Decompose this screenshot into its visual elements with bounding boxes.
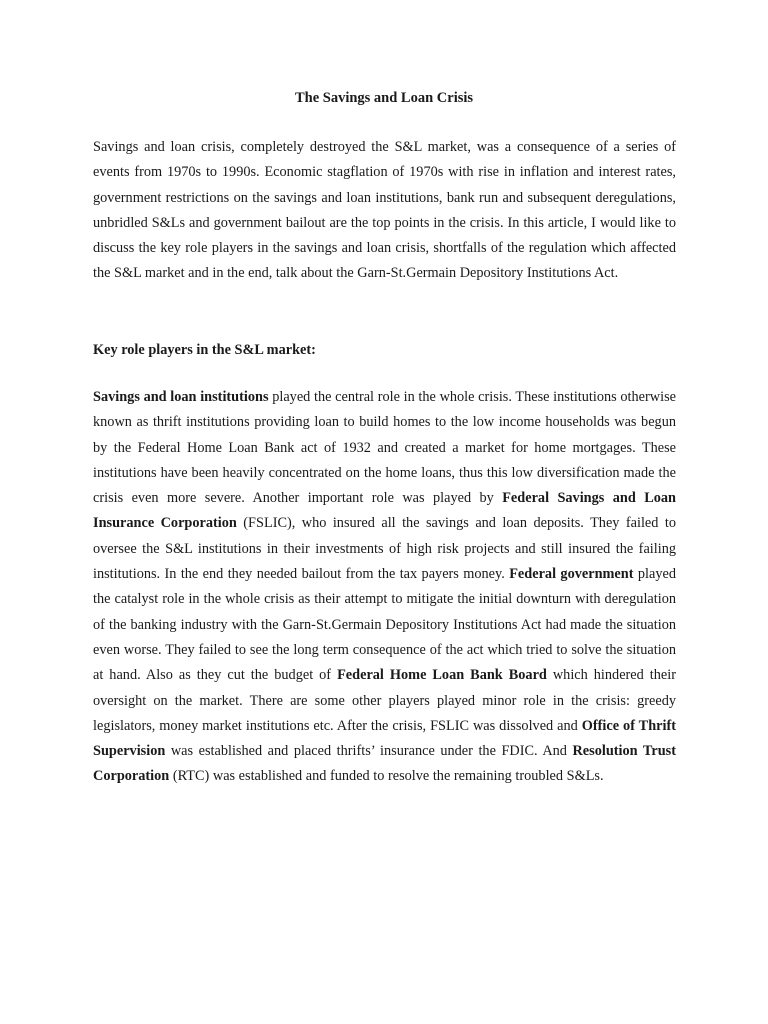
- term-savings-and-loan-institutions: Savings and loan institutions: [93, 389, 269, 405]
- intro-paragraph: Savings and loan crisis, completely destroyed the S&L market, was a consequence of a series of events from 1970s to 1990s. Economic stagflation of 1970s with rise in inflation and interest rates, government restrictions on the savings and loan institutions, bank run and subsequent deregulations, unbridled S&Ls and government bailout are the top points in the crisis. In this article, I would like to discuss the key role players in the savings and loan crisis, shortfalls of the regulation which affected the S&L market and in the end, talk about the Garn-St.Germain Depository Institutions Act.: [93, 139, 676, 282]
- term-federal-government: Federal government: [509, 566, 634, 583]
- body-text-1: played the central role in the whole crisis. These institutions otherwise known as thrift institutions providing loan to build homes to the low income households was begun by the Federal Home Loan Bank act of 1932 and created a market for home mortgages. These institutions have been heavily concentrated on the home loans, thus this low diversification made the crisis even more severe. Another important role was played by: [93, 389, 676, 507]
- body-text-4: which hindered their oversight on the market. There are some other players played minor role in the crisis: greedy legislators, money market institutions etc. After the crisis, FSLIC was dissolved and: [93, 667, 676, 734]
- document-title: The Savings and Loan Crisis: [294, 90, 474, 106]
- body-paragraph: [93, 385, 676, 790]
- body-text-2: (FSLIC), who insured all the savings and loan deposits. They failed to oversee the S&L institutions in their investments of high risk projects and still insured the failing institutions. In the end they needed bailout from the tax payers money.: [93, 515, 676, 583]
- term-federal-home-loan-bank-board: Federal Home Loan Bank Board: [337, 667, 547, 684]
- term-fslic: Federal Savings and Loan Insurance Corporation: [93, 490, 676, 532]
- body-text-3: played the catalyst role in the whole crisis as their attempt to mitigate the initial downturn with deregulation of the banking industry with the Garn-St.Germain Depository Institutions Act had made the situation even worse. They failed to see the long term consequence of the act which tried to solve the situation at hand. Also as they cut the budget of: [93, 566, 676, 684]
- term-resolution-trust-corporation: Resolution Trust Corporation: [93, 743, 676, 785]
- body-text-5: was established and placed thrifts’ insurance under the FDIC. And: [165, 743, 573, 760]
- section-heading: Key role players in the S&L market:: [93, 342, 316, 358]
- body-text-6: (RTC) was established and funded to resolve the remaining troubled S&Ls.: [169, 768, 604, 785]
- term-office-of-thrift-supervision: Office of Thrift Supervision: [93, 717, 677, 760]
